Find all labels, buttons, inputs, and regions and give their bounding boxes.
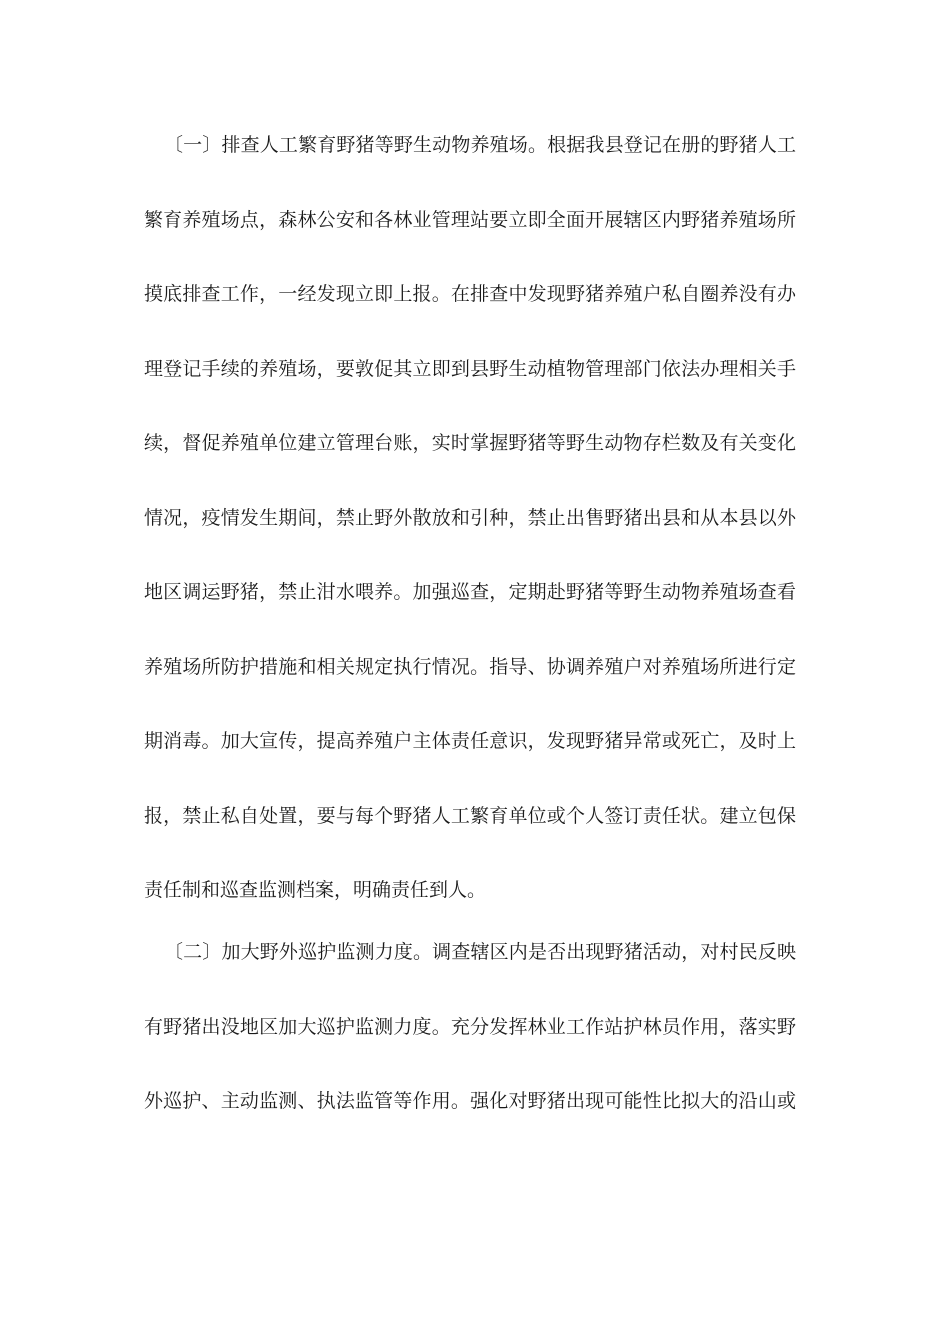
paragraph-1-line-2: 繁育养殖场点，森林公安和各林业管理站要立即全面开展辖区内野猪养殖场所 <box>144 208 796 231</box>
paragraph-1-line-10: 报，禁止私自处置，要与每个野猪人工繁育单位或个人签订责任状。建立包保 <box>144 804 796 827</box>
paragraph-2-line-2: 有野猪出没地区加大巡护监测力度。充分发挥林业工作站护林员作用，落实野 <box>144 1015 796 1038</box>
paragraph-1-line-8: 养殖场所防护措施和相关规定执行情况。指导、协调养殖户对养殖场所进行定 <box>144 655 796 678</box>
paragraph-2-line-3: 外巡护、主动监测、执法监管等作用。强化对野猪出现可能性比拟大的沿山或 <box>144 1090 796 1112</box>
paragraph-2-line-1: 〔二〕加大野外巡护监测力度。调查辖区内是否出现野猪活动，对村民反映 <box>164 941 796 963</box>
paragraph-1-line-1: 〔一〕排查人工繁育野猪等野生动物养殖场。根据我县登记在册的野猪人工 <box>164 134 796 156</box>
paragraph-1-line-4: 理登记手续的养殖场，要敦促其立即到县野生动植物管理部门依法办理相关手 <box>144 357 796 380</box>
paragraph-1-line-3: 摸底排查工作，一经发现立即上报。在排查中发现野猪养殖户私自圈养没有办 <box>144 283 796 305</box>
document-body <box>144 125 796 1121</box>
paragraph-1-line-11: 责任制和巡查监测档案，明确责任到人。 <box>144 879 487 901</box>
paragraph-1-line-6: 情况，疫情发生期间，禁止野外散放和引种，禁止出售野猪出县和从本县以外 <box>144 506 796 529</box>
paragraph-1-line-5: 续，督促养殖单位建立管理台账，实时掌握野猪等野生动物存栏数及有关变化 <box>144 432 796 454</box>
paragraph-1-line-9: 期消毒。加大宣传，提高养殖户主体责任意识，发现野猪异常或死亡，及时上 <box>144 730 796 752</box>
paragraph-1-line-7: 地区调运野猪，禁止泔水喂养。加强巡查，定期赴野猪等野生动物养殖场查看 <box>144 581 796 603</box>
